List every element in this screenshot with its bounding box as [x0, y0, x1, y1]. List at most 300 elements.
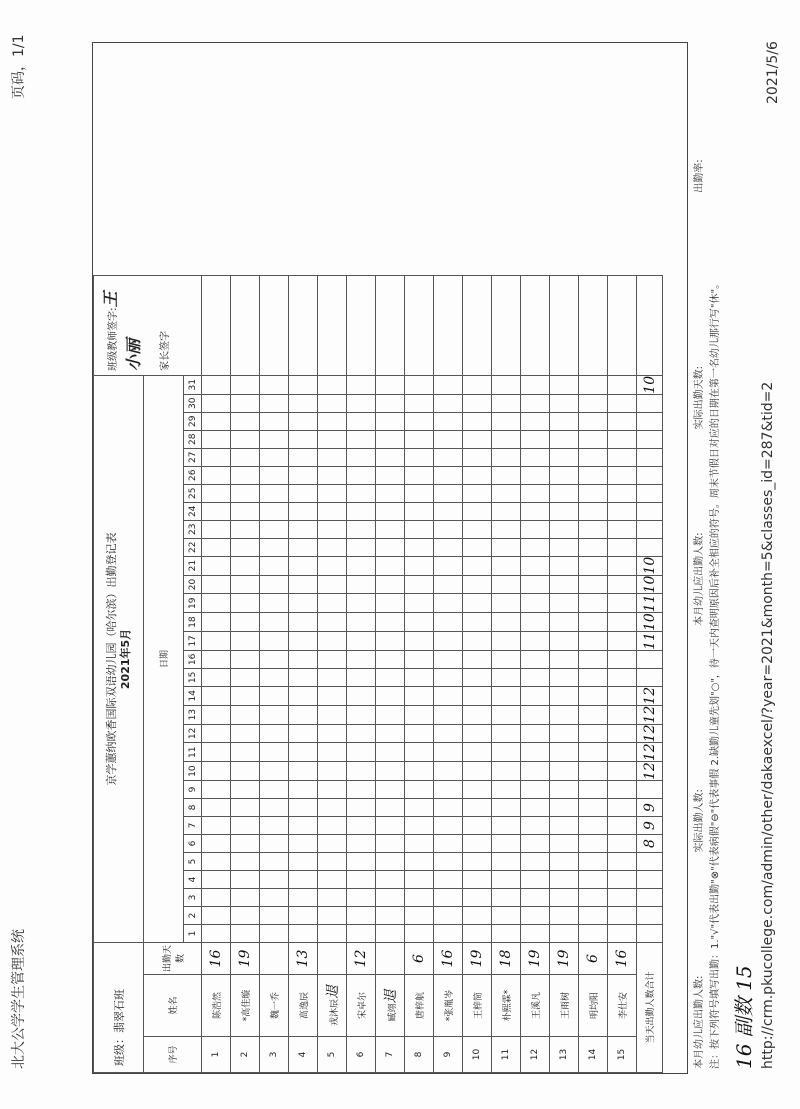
- day-cell: [405, 448, 434, 466]
- day-cell: [434, 781, 463, 799]
- day-cell: [608, 799, 637, 817]
- day-cell: [289, 817, 318, 835]
- day-cell: [260, 925, 289, 943]
- day-cell: [463, 613, 492, 632]
- day-cell: [463, 817, 492, 835]
- day-cell: [260, 762, 289, 781]
- daily-total-cell: [637, 889, 663, 907]
- day-cell: [260, 799, 289, 817]
- day-cell: [318, 484, 347, 502]
- day-cell: [202, 925, 231, 943]
- teacher-sign-label: 班级教师签字:: [108, 307, 119, 371]
- day-cell: [550, 466, 579, 484]
- day-cell: [260, 686, 289, 705]
- day-number: 18: [184, 613, 202, 632]
- day-cell: [376, 705, 405, 724]
- day-cell: [550, 448, 579, 466]
- row-attendance-days: 19: [550, 943, 579, 975]
- day-cell: [550, 430, 579, 448]
- row-seq: 3: [260, 1037, 289, 1073]
- day-cell: [579, 762, 608, 781]
- day-cell: [318, 705, 347, 724]
- day-cell: [608, 835, 637, 853]
- day-cell: [492, 632, 521, 651]
- day-cell: [463, 889, 492, 907]
- day-cell: [347, 817, 376, 835]
- student-name: 臧翊: [388, 1003, 398, 1022]
- parent-sign-cell: [376, 275, 405, 375]
- day-cell: [405, 781, 434, 799]
- day-cell: [492, 889, 521, 907]
- parent-sign-cell: [434, 275, 463, 375]
- day-cell: [376, 668, 405, 686]
- day-cell: [492, 448, 521, 466]
- day-cell: [318, 762, 347, 781]
- day-cell: [521, 925, 550, 943]
- daily-total-cell: 10: [637, 556, 663, 575]
- day-cell: [521, 853, 550, 871]
- table-row: [318, 275, 347, 1072]
- day-cell: [550, 925, 579, 943]
- day-cell: [405, 762, 434, 781]
- day-cell: [434, 394, 463, 412]
- date-header: 日期: [144, 375, 184, 942]
- day-cell: [289, 650, 318, 668]
- day-cell: [521, 724, 550, 743]
- day-cell: [318, 817, 347, 835]
- row-attendance-days: [260, 943, 289, 975]
- day-cell: [347, 520, 376, 538]
- day-cell: [521, 448, 550, 466]
- daily-total-cell: [637, 668, 663, 686]
- day-cell: [579, 835, 608, 853]
- day-cell: [202, 448, 231, 466]
- day-cell: [579, 556, 608, 575]
- day-cell: [289, 762, 318, 781]
- day-cell: [492, 484, 521, 502]
- day-number: 12: [184, 724, 202, 743]
- day-cell: [521, 502, 550, 520]
- day-cell: [521, 650, 550, 668]
- day-cell: [579, 613, 608, 632]
- system-name: 北大公学学生管理系统: [11, 929, 27, 1069]
- row-attendance-days: 16: [434, 943, 463, 975]
- day-cell: [579, 668, 608, 686]
- day-cell: [434, 762, 463, 781]
- day-cell: [521, 781, 550, 799]
- day-cell: [608, 484, 637, 502]
- daily-total-cell: 12: [637, 724, 663, 743]
- day-cell: [550, 650, 579, 668]
- day-number: 19: [184, 594, 202, 613]
- row-seq: 4: [289, 1037, 318, 1073]
- day-cell: [550, 538, 579, 556]
- day-cell: [376, 907, 405, 925]
- day-number: 26: [184, 466, 202, 484]
- day-cell: [347, 650, 376, 668]
- day-cell: [434, 632, 463, 651]
- footer-line-1: [690, 159, 705, 1069]
- day-cell: [202, 430, 231, 448]
- row-attendance-days: [376, 943, 405, 975]
- day-cell: [521, 668, 550, 686]
- day-cell: [492, 394, 521, 412]
- attendance-table: [93, 275, 663, 1073]
- day-cell: [260, 705, 289, 724]
- row-attendance-days: 18: [492, 943, 521, 975]
- day-cell: [463, 538, 492, 556]
- col-seq-header: 序号: [144, 1037, 202, 1073]
- row-attendance-days: 19: [231, 943, 260, 975]
- day-number: 28: [184, 430, 202, 448]
- day-cell: [347, 375, 376, 394]
- parent-sign-cell: [608, 275, 637, 375]
- day-cell: [231, 871, 260, 889]
- table-row: [231, 275, 260, 1072]
- student-name: *张胤岑: [444, 989, 455, 1022]
- day-number: 6: [184, 835, 202, 853]
- day-cell: [289, 781, 318, 799]
- day-cell: [231, 575, 260, 594]
- day-cell: [579, 632, 608, 651]
- day-cell: [260, 430, 289, 448]
- day-cell: [579, 817, 608, 835]
- day-cell: [405, 484, 434, 502]
- day-cell: [521, 430, 550, 448]
- row-seq: 7: [376, 1037, 405, 1073]
- day-cell: [347, 430, 376, 448]
- day-cell: [608, 394, 637, 412]
- day-cell: [405, 668, 434, 686]
- day-cell: [521, 705, 550, 724]
- day-cell: [405, 613, 434, 632]
- day-cell: [579, 375, 608, 394]
- row-seq: 12: [521, 1037, 550, 1073]
- day-number: 16: [184, 650, 202, 668]
- day-number: 5: [184, 853, 202, 871]
- day-cell: [289, 743, 318, 762]
- student-name: 明均阳: [589, 992, 600, 1020]
- day-cell: [463, 853, 492, 871]
- row-attendance-days: 19: [521, 943, 550, 975]
- student-name: 魏一乔: [270, 992, 281, 1020]
- day-cell: [608, 502, 637, 520]
- day-cell: [550, 394, 579, 412]
- day-cell: [318, 724, 347, 743]
- day-cell: [579, 594, 608, 613]
- day-cell: [405, 375, 434, 394]
- day-cell: [260, 889, 289, 907]
- day-cell: [608, 520, 637, 538]
- day-cell: [231, 448, 260, 466]
- day-cell: [231, 502, 260, 520]
- day-cell: [202, 375, 231, 394]
- day-cell: [231, 520, 260, 538]
- row-seq: 6: [347, 1037, 376, 1073]
- day-number: 25: [184, 484, 202, 502]
- day-cell: [289, 835, 318, 853]
- day-number: 13: [184, 705, 202, 724]
- day-number: 9: [184, 781, 202, 799]
- print-date: 2021/5/6: [765, 41, 781, 104]
- daily-total-cell: [637, 907, 663, 925]
- day-number: 10: [184, 762, 202, 781]
- day-cell: [260, 594, 289, 613]
- day-cell: [376, 871, 405, 889]
- day-cell: [231, 613, 260, 632]
- day-cell: [492, 430, 521, 448]
- day-cell: [231, 394, 260, 412]
- day-cell: [231, 781, 260, 799]
- day-cell: [608, 632, 637, 651]
- day-number: 21: [184, 556, 202, 575]
- day-cell: [550, 835, 579, 853]
- student-name: 王梓简: [473, 992, 484, 1020]
- day-cell: [347, 412, 376, 430]
- day-cell: [260, 743, 289, 762]
- row-name: [434, 975, 463, 1037]
- row-attendance-days: [318, 943, 347, 975]
- day-cell: [521, 686, 550, 705]
- day-cell: [608, 650, 637, 668]
- day-cell: [463, 448, 492, 466]
- day-cell: [376, 520, 405, 538]
- day-cell: [376, 743, 405, 762]
- day-cell: [550, 781, 579, 799]
- day-cell: [463, 762, 492, 781]
- day-cell: [608, 781, 637, 799]
- day-cell: [492, 925, 521, 943]
- day-cell: [579, 575, 608, 594]
- day-cell: [347, 781, 376, 799]
- day-cell: [405, 650, 434, 668]
- day-cell: [289, 853, 318, 871]
- student-name: 李仕安: [618, 992, 629, 1020]
- day-cell: [289, 686, 318, 705]
- day-number: 17: [184, 632, 202, 651]
- day-cell: [405, 538, 434, 556]
- row-seq: 15: [608, 1037, 637, 1073]
- table-row: [492, 275, 521, 1072]
- day-cell: [492, 520, 521, 538]
- day-cell: [318, 632, 347, 651]
- day-cell: [405, 412, 434, 430]
- day-cell: [347, 799, 376, 817]
- day-cell: [550, 817, 579, 835]
- row-name: [579, 975, 608, 1037]
- day-cell: [434, 575, 463, 594]
- day-cell: [434, 835, 463, 853]
- day-cell: [318, 575, 347, 594]
- footer-expected-label: 本月幼儿应出勤人数:: [694, 975, 705, 1069]
- day-cell: [231, 705, 260, 724]
- day-cell: [318, 799, 347, 817]
- day-cell: [202, 412, 231, 430]
- day-cell: [463, 632, 492, 651]
- daily-total-cell: 12: [637, 705, 663, 724]
- daily-total-cell: [637, 871, 663, 889]
- day-cell: [463, 835, 492, 853]
- day-cell: [550, 762, 579, 781]
- row-attendance-days: 19: [463, 943, 492, 975]
- day-cell: [521, 835, 550, 853]
- day-cell: [579, 724, 608, 743]
- day-cell: [202, 632, 231, 651]
- row-seq: 13: [550, 1037, 579, 1073]
- day-cell: [434, 705, 463, 724]
- day-cell: [289, 632, 318, 651]
- row-name: [376, 975, 405, 1037]
- day-cell: [521, 817, 550, 835]
- day-cell: [347, 889, 376, 907]
- day-cell: [492, 538, 521, 556]
- day-cell: [289, 594, 318, 613]
- day-cell: [231, 375, 260, 394]
- day-cell: [376, 412, 405, 430]
- day-number: 24: [184, 502, 202, 520]
- withdrawn-note: 退: [383, 989, 399, 1004]
- day-cell: [579, 889, 608, 907]
- day-cell: [463, 394, 492, 412]
- day-cell: [550, 412, 579, 430]
- day-cell: [376, 686, 405, 705]
- day-cell: [463, 871, 492, 889]
- day-cell: [376, 556, 405, 575]
- day-cell: [289, 575, 318, 594]
- day-cell: [318, 686, 347, 705]
- day-number: 23: [184, 520, 202, 538]
- day-cell: [260, 650, 289, 668]
- day-cell: [231, 835, 260, 853]
- daily-total-cell: [637, 466, 663, 484]
- day-cell: [405, 925, 434, 943]
- day-cell: [608, 871, 637, 889]
- day-number: 3: [184, 889, 202, 907]
- day-cell: [260, 375, 289, 394]
- daily-total-cell: 11: [637, 632, 663, 651]
- parent-sign-cell: [347, 275, 376, 375]
- day-cell: [202, 889, 231, 907]
- parent-sign-cell: [202, 275, 231, 375]
- day-cell: [492, 466, 521, 484]
- daily-total-cell: [637, 484, 663, 502]
- day-cell: [318, 520, 347, 538]
- day-cell: [231, 632, 260, 651]
- row-attendance-days: 6: [405, 943, 434, 975]
- parent-sign-cell: [318, 275, 347, 375]
- table-row: [434, 275, 463, 1072]
- day-cell: [550, 594, 579, 613]
- day-cell: [231, 686, 260, 705]
- student-name: 王雨树: [560, 992, 571, 1020]
- parent-sign-label: 家长签字: [160, 330, 171, 371]
- parent-sign-cell: [550, 275, 579, 375]
- day-cell: [260, 556, 289, 575]
- day-cell: [376, 575, 405, 594]
- row-seq: 2: [231, 1037, 260, 1073]
- day-cell: [492, 650, 521, 668]
- day-cell: [405, 466, 434, 484]
- day-cell: [550, 686, 579, 705]
- day-cell: [260, 575, 289, 594]
- row-name: [608, 975, 637, 1037]
- page-label: 页码，1/1: [11, 34, 27, 99]
- day-cell: [405, 502, 434, 520]
- day-cell: [492, 817, 521, 835]
- day-cell: [202, 594, 231, 613]
- footer-note: 注：按下列符号填写出勤：1."√"代表出勤"⊗"代表病假"⊖"代表事假 2.缺勤儿童先划"○"，待一天内查明原因后补全相应的符号。周末节假日对应的日期在第一名幼儿那行写"休"。: [710, 278, 721, 1069]
- daily-total-cell: 12: [637, 762, 663, 781]
- student-name: 戎沐辰: [330, 999, 340, 1027]
- day-cell: [202, 724, 231, 743]
- day-cell: [289, 466, 318, 484]
- parent-sign-cell: [289, 275, 318, 375]
- day-cell: [347, 907, 376, 925]
- day-cell: [550, 743, 579, 762]
- day-number: 30: [184, 394, 202, 412]
- daily-total-cell: [637, 650, 663, 668]
- day-cell: [347, 705, 376, 724]
- day-cell: [347, 925, 376, 943]
- day-cell: [347, 594, 376, 613]
- daily-total-cell: 11: [637, 594, 663, 613]
- day-cell: [347, 743, 376, 762]
- day-cell: [376, 799, 405, 817]
- day-cell: [347, 538, 376, 556]
- col-name-header: 姓名: [144, 975, 202, 1037]
- day-cell: [318, 466, 347, 484]
- day-cell: [521, 632, 550, 651]
- attendance-sheet: [92, 42, 688, 1074]
- daily-total-cell: 9: [637, 817, 663, 835]
- day-cell: [579, 781, 608, 799]
- day-cell: [579, 743, 608, 762]
- day-cell: [376, 762, 405, 781]
- day-cell: [405, 520, 434, 538]
- day-cell: [579, 484, 608, 502]
- day-cell: [347, 448, 376, 466]
- day-cell: [579, 520, 608, 538]
- day-cell: [608, 907, 637, 925]
- day-cell: [405, 632, 434, 651]
- day-cell: [492, 705, 521, 724]
- daily-total-cell: 9: [637, 799, 663, 817]
- day-cell: [434, 853, 463, 871]
- day-cell: [376, 632, 405, 651]
- row-seq: 8: [405, 1037, 434, 1073]
- day-cell: [231, 484, 260, 502]
- day-cell: [202, 781, 231, 799]
- row-name: [550, 975, 579, 1037]
- day-number: 14: [184, 686, 202, 705]
- day-cell: [492, 781, 521, 799]
- table-row: [521, 275, 550, 1072]
- day-cell: [260, 871, 289, 889]
- school-title: 京学蕙纳欧香国际双语幼儿园（哈尔滨）出勤登记表: [104, 532, 118, 786]
- row-name: [405, 975, 434, 1037]
- day-cell: [260, 853, 289, 871]
- day-cell: [434, 412, 463, 430]
- day-cell: [318, 502, 347, 520]
- parent-sign-cell: [231, 275, 260, 375]
- table-row: [376, 275, 405, 1072]
- day-cell: [347, 556, 376, 575]
- day-cell: [463, 484, 492, 502]
- day-cell: [376, 724, 405, 743]
- footer-actual-label: 实际出勤人数:: [694, 789, 705, 853]
- day-cell: [492, 613, 521, 632]
- day-cell: [434, 724, 463, 743]
